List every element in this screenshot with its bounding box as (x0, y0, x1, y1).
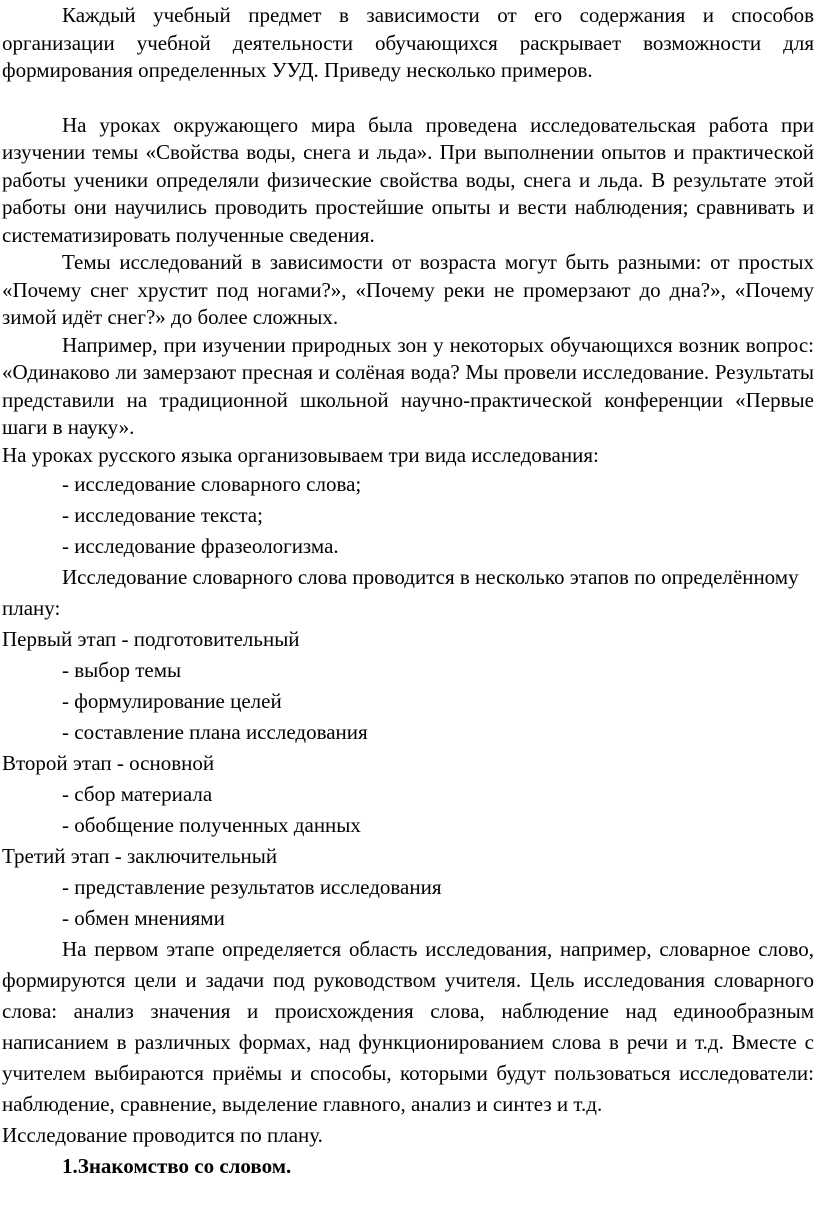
research-type-item: - исследование текста; (62, 503, 263, 527)
plan-line: Исследование проводится по плану. (2, 1123, 323, 1147)
example-paragraph: Например, при изучении природных зон у некоторых обучающихся возник вопрос: «Одинаково ли замерзают пресная и солёная вода? Мы провели исследование. Результаты представили на традиционной школьной научно-практической конференции «Первые шаги в науку». (2, 332, 814, 439)
stage-item: - обобщение полученных данных (62, 813, 361, 837)
stage-item: - формулирование целей (62, 689, 282, 713)
research-type-item: - исследование словарного слова; (62, 472, 362, 496)
topics-paragraph: Темы исследований в зависимости от возраста могут быть разными: от простых «Почему снег хрустит под ногами?», «Почему реки не промерзают до дна?», «Почему зимой идёт снег?» до более сложных. (2, 250, 814, 329)
world-paragraph: На уроках окружающего мира была проведена исследовательская работа при изучении темы «Свойства воды, снега и льда». При выполнении опытов и практической работы ученики определяли физические свойства воды, снега и льда. В результате этой работы они научились проводить простейшие опыты и вести наблюдения; сравнивать и систематизировать полученные сведения. (2, 112, 814, 247)
stage-title: Первый этап - подготовительный (2, 627, 300, 651)
stage-item: - обмен мнениями (62, 906, 225, 930)
stage-title: Третий этап - заключительный (2, 844, 278, 868)
stage-item: - сбор материала (62, 782, 213, 806)
stage-item: - составление плана исследования (62, 720, 368, 744)
russian-intro: На уроках русского языка организовываем три вида исследования: (2, 442, 599, 467)
paragraph-spacer (2, 85, 814, 112)
stage-title: Второй этап - основной (2, 751, 215, 775)
stage-item: - представление результатов исследования (62, 875, 442, 899)
stage-item: - выбор темы (62, 658, 182, 682)
research-type-item: - исследование фразеологизма. (62, 534, 339, 558)
plan-intro: Исследование словарного слова проводится в несколько этапов по определённому плану: (2, 565, 799, 620)
document-page (2, 0, 814, 1182)
first-stage-paragraph: На первом этапе определяется область исследования, например, словарное слово, формируются цели и задачи под руководством учителя. Цель исследования словарного слова: анализ значения и происхождения слова, наблюдение над единообразным написанием в различных формах, над функционированием слова в речи и т.д. Вместе с учителем выбираются приёмы и способы, которыми будут пользоваться исследователи: наблюдение, сравнение, выделение главного, анализ и синтез и т.д. (2, 937, 814, 1116)
section-heading: 1.Знакомство со словом. (62, 1154, 292, 1178)
intro-paragraph: Каждый учебный предмет в зависимости от его содержания и способов организации учебной деятельности обучающихся раскрывает возможности для формирования определенных УУД. Приведу несколько примеров. (2, 3, 814, 82)
